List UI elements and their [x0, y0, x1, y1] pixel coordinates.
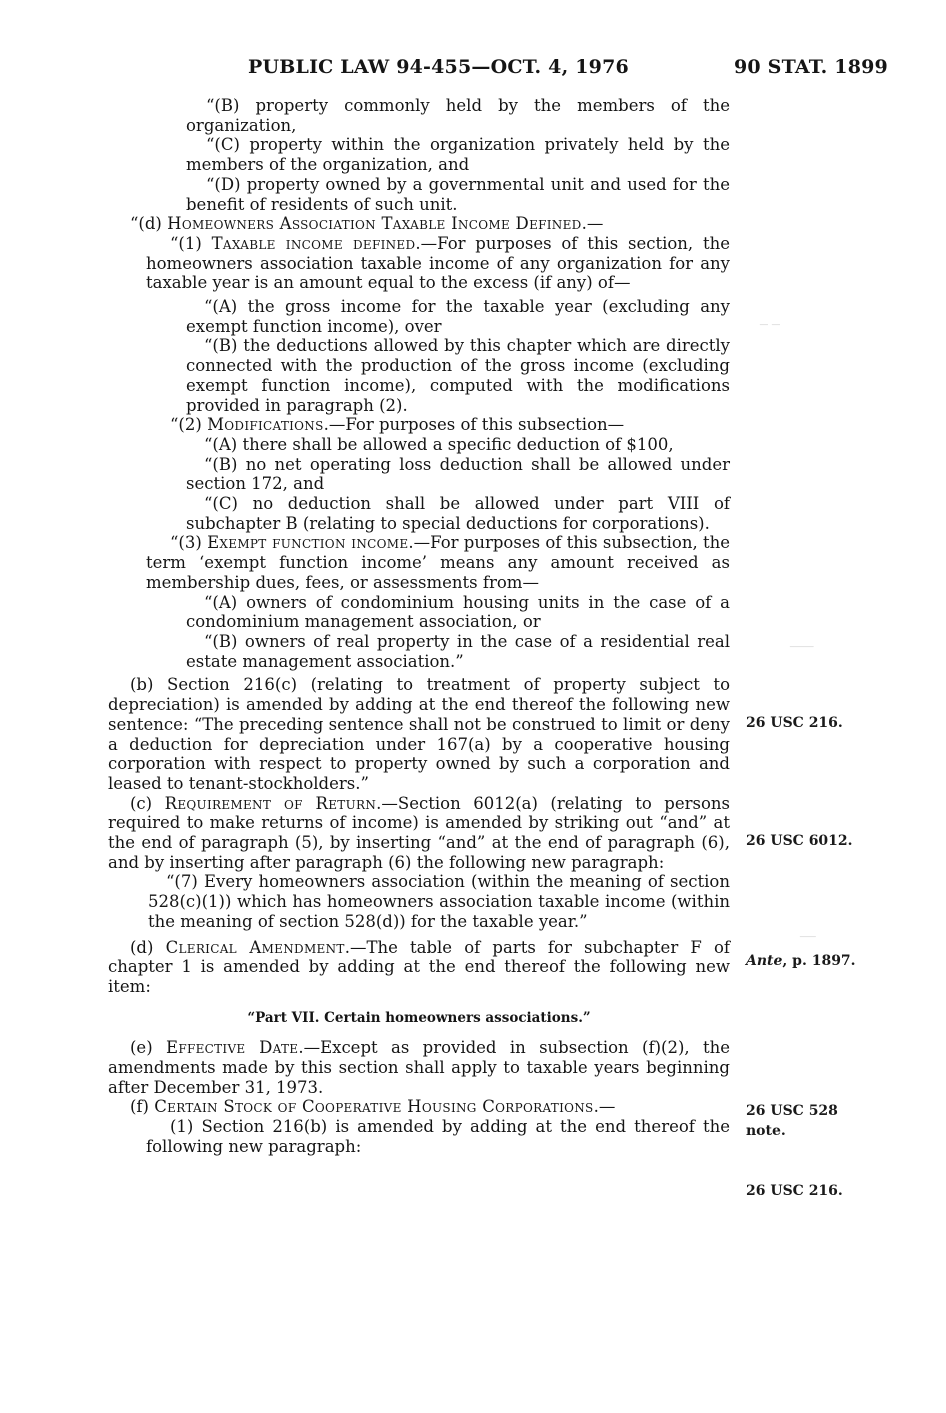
subsection-d-text: .— — [581, 214, 604, 234]
clause-c-no-part-viii: “(C) no deduction shall be allowed under part VIII of subchapter B (relating to special deductions for corporations). — [186, 494, 730, 533]
clause-a-condominium-owners: “(A) owners of condominium housing units in the case of a condominium management association, or — [186, 592, 730, 632]
clause-c-private-property: “(C) property within the organization privately held by the members of the organization, and — [186, 135, 730, 175]
subsection-d-clerical-amendment — [108, 938, 730, 997]
subsection-e-text: .—Except as provided in subsection (f)(2), the amendments made by this section shall apply to taxable years beginning after December 31, 1973. — [108, 1038, 730, 1097]
paragraph-2-modifications — [108, 415, 730, 435]
clause-b-common-property: “(B) property commonly held by the members of the organization, — [186, 96, 730, 135]
clause-a-gross-income: “(A) the gross income for the taxable year (excluding any exempt function income), over — [186, 297, 730, 336]
paragraph-3-text: .—For purposes of this subsection, the term ‘exempt function income’ means any amount received as membership dues, fees, or assessments from— — [146, 533, 730, 592]
paragraph-7-homeowners-association: “(7) Every homeowners association (within the meaning of section 528(c)(1)) which has homeowners association taxable income (within the meaning of section 528(d)) for the taxable year.” — [148, 872, 730, 931]
margin-note-26-usc-6012: 26 USC 6012. — [746, 833, 853, 849]
subsection-e-title: Effective Date — [165, 1038, 299, 1058]
paragraph-1-lead: “(1) — [170, 233, 212, 253]
bleed-through-mark: ─── — [790, 640, 814, 655]
paragraph-3-title: Exempt function income — [207, 533, 409, 553]
clause-a-specific-deduction: “(A) there shall be allowed a specific deduction of $100, — [204, 434, 674, 454]
subsection-d-title: Homeowners Association Taxable Income Defined — [167, 214, 582, 234]
subsection-e-lead: (e) — [130, 1038, 166, 1058]
margin-note-26-usc-216: 26 USC 216. — [746, 715, 843, 731]
page-header-stat-citation: 90 STAT. 1899 — [734, 56, 888, 78]
subsection-f-text: .— — [593, 1097, 616, 1117]
subsection-b-section-216c: (b) Section 216(c) (relating to treatment of property subject to depreciation) is amended by adding at the end thereof the following new sentence: “The preceding sentence shall not be construed to limit or deny a deduction for depreciation under 167(a) by a cooperative housing corporation with respect to property owned by such a corporation and leased to tenant-stockholders.” — [108, 675, 730, 793]
subsection-d2-title: Clerical Amendment — [165, 937, 345, 957]
subsection-d2-lead: (d) — [130, 937, 166, 957]
table-item-part-vii: “Part VII. Certain homeowners associations.” — [247, 1009, 591, 1026]
subsection-d-lead: “(d) — [130, 214, 168, 234]
margin-note-ante — [746, 952, 856, 970]
clause-b-no-nol: “(B) no net operating loss deduction shall be allowed under section 172, and — [186, 454, 730, 494]
subsection-c-title: Requirement of Return — [164, 793, 377, 813]
page-header-title: PUBLIC LAW 94-455—OCT. 4, 1976 — [248, 56, 629, 78]
subsection-c-text: .—Section 6012(a) (relating to persons required to make returns of income) is amended by striking out “and” at the end of paragraph (5), by inserting “and” at the end of paragraph (6), and by inserting after paragraph (6) the following new paragraph: — [108, 793, 730, 872]
paragraph-2-text: .—For purposes of this subsection— — [323, 415, 625, 435]
subsection-f-cooperative-stock — [108, 1097, 730, 1117]
margin-note-ante-word: Ante — [746, 953, 783, 969]
paragraph-2-title: Modifications — [207, 415, 324, 435]
paragraph-1-title: Taxable income defined — [211, 233, 416, 253]
statute-body — [108, 96, 730, 1157]
paragraph-1-taxable-income — [108, 234, 730, 293]
subsection-c-requirement-of-return — [108, 794, 730, 873]
margin-note-note: note. — [746, 1123, 786, 1139]
clause-b-real-property-owners: “(B) owners of real property in the case of a residential real estate management association.” — [186, 631, 730, 671]
subsection-e-effective-date — [108, 1038, 730, 1097]
subsection-d-heading — [108, 214, 730, 234]
bleed-through-mark: ─ ─ — [760, 318, 780, 333]
clause-b-deductions: “(B) the deductions allowed by this chapter which are directly connected with the production of the gross income (excluding exempt function income), computed with the modifications provided in paragraph (2). — [186, 336, 730, 415]
subsection-d2-text: .—The table of parts for subchapter F of chapter 1 is amended by adding at the end thereof the following new item: — [108, 937, 730, 996]
subsection-f-title: Certain Stock of Cooperative Housing Corporations — [154, 1097, 594, 1117]
margin-note-26-usc-216-second: 26 USC 216. — [746, 1183, 843, 1199]
clause-d-governmental-property: “(D) property owned by a governmental unit and used for the benefit of residents of such unit. — [186, 174, 730, 214]
bleed-through-mark: ── — [800, 930, 816, 945]
margin-note-ante-page: , p. 1897. — [782, 953, 856, 969]
paragraph-1-section-216b: (1) Section 216(b) is amended by adding at the end thereof the following new paragraph: — [146, 1117, 730, 1156]
margin-note-26-usc-528: 26 USC 528 — [746, 1103, 838, 1119]
paragraph-3-exempt-function-income — [108, 533, 730, 592]
paragraph-1-text: .—For purposes of this section, the homeowners association taxable income of any organization for any taxable year is an amount equal to the excess (if any) of— — [146, 233, 730, 293]
paragraph-3-lead: “(3) — [170, 533, 208, 553]
subsection-f-lead: (f) — [130, 1097, 155, 1117]
paragraph-2-lead: “(2) — [170, 415, 208, 435]
subsection-c-lead: (c) — [130, 793, 165, 813]
